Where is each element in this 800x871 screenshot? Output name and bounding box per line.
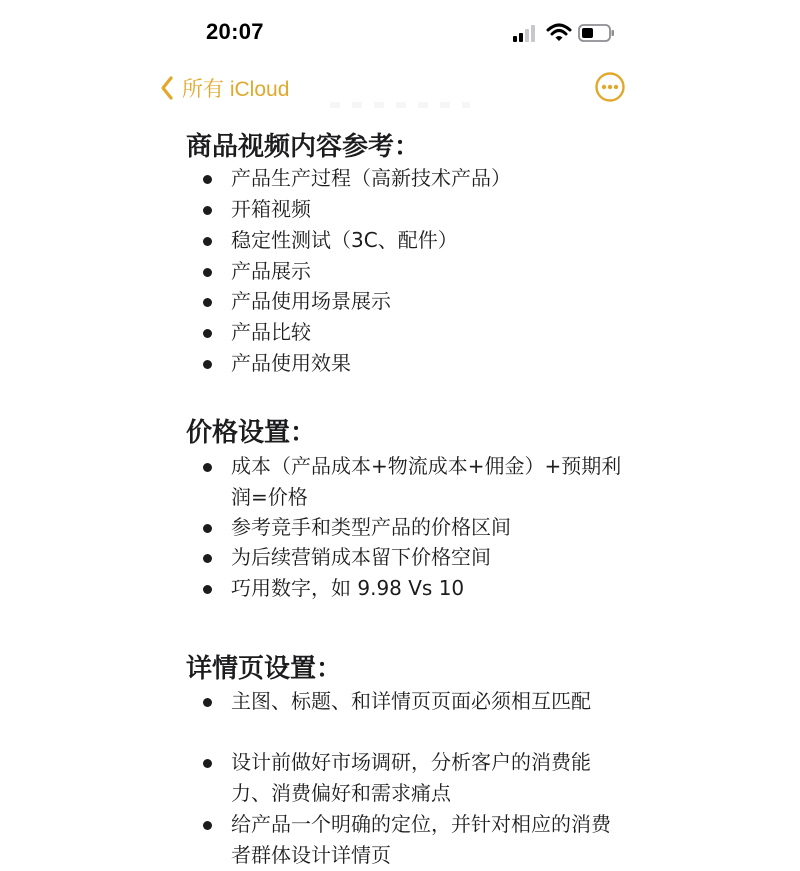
- bullet-icon: [203, 698, 212, 707]
- bullet-icon: [203, 237, 212, 246]
- bullet-icon: [203, 329, 212, 338]
- list-item-text: 开箱视频: [231, 197, 311, 221]
- list-item-text: 给产品一个明确的定位，并针对相应的消费者群体设计详情页: [231, 812, 611, 867]
- section-heading: 详情页设置：: [186, 654, 343, 684]
- bullet-icon: [203, 821, 212, 830]
- list-item-text: 产品展示: [231, 259, 311, 283]
- bullet-icon: [203, 524, 212, 533]
- list-item-text: 稳定性测试（3C、配件）: [231, 228, 458, 252]
- section-heading: 商品视频内容参考：: [186, 132, 421, 162]
- list-item-text: 产品生产过程（高新技术产品）: [231, 166, 511, 190]
- back-label: 所有 iCloud: [182, 78, 290, 101]
- list-item-text: 产品比较: [231, 320, 311, 344]
- bullet-icon: [203, 463, 212, 472]
- bullet-icon: [203, 554, 212, 563]
- list-item-text: 为后续营销成本留下价格空间: [231, 545, 491, 569]
- bullet-icon: [203, 175, 212, 184]
- bullet-icon: [203, 759, 212, 768]
- bullet-icon: [203, 206, 212, 215]
- list-item-text: 设计前做好市场调研，分析客户的消费能力、消费偏好和需求痛点: [231, 750, 591, 805]
- bullet-icon: [203, 360, 212, 369]
- status-time: 20:07: [206, 19, 264, 44]
- bullet-icon: [203, 585, 212, 594]
- list-item-text: 产品使用场景展示: [231, 289, 391, 313]
- section-heading: 价格设置：: [186, 418, 317, 448]
- list-item-text: 成本（产品成本+物流成本+佣金）+预期利润=价格: [231, 454, 622, 509]
- bullet-icon: [203, 268, 212, 277]
- list-item-text: 主图、标题、和详情页页面必须相互匹配: [231, 689, 591, 713]
- list-item-text: 产品使用效果: [231, 351, 351, 375]
- bullet-icon: [203, 298, 212, 307]
- list-item-text: 巧用数字，如 9.98 Vs 10: [231, 576, 465, 600]
- list-item-text: 参考竞手和类型产品的价格区间: [231, 515, 511, 539]
